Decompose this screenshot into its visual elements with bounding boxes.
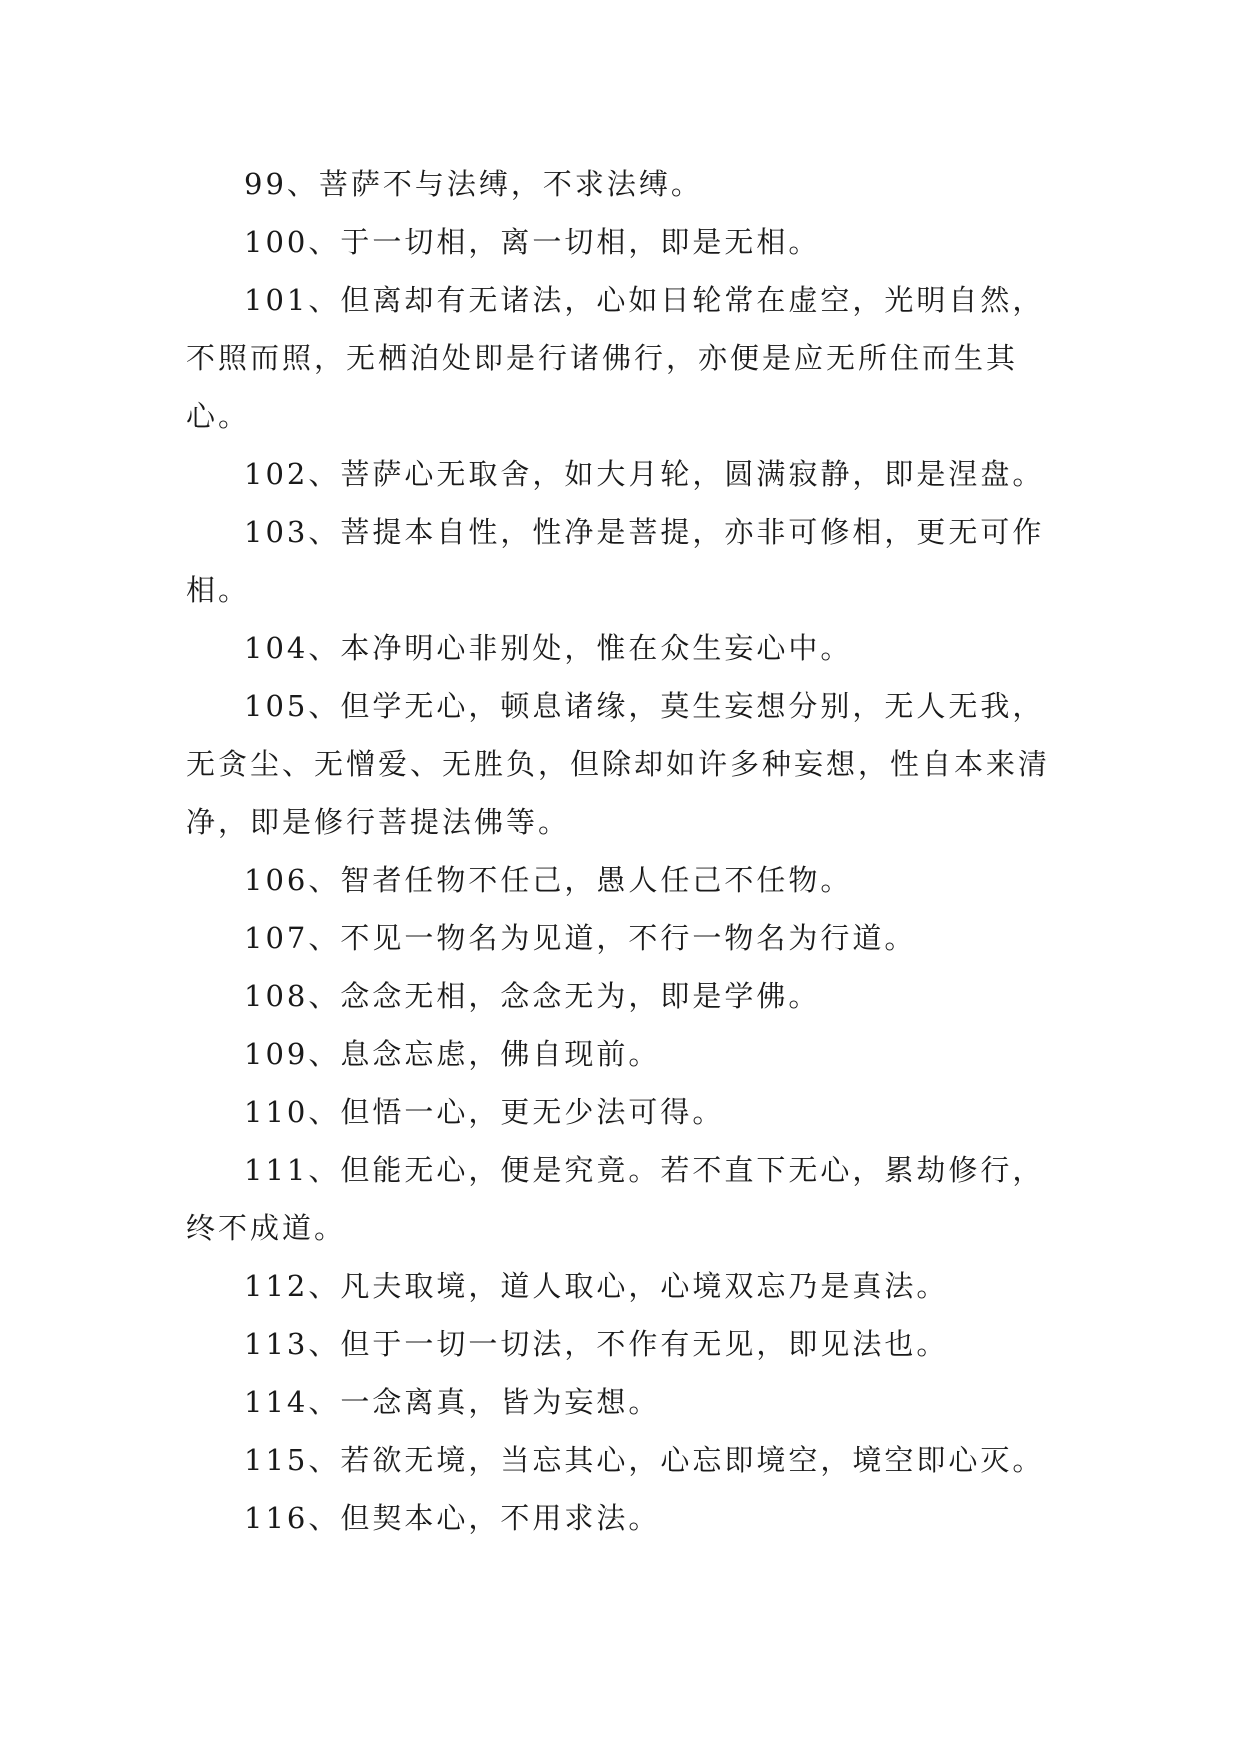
paragraph-112: 112、凡夫取境，道人取心，心境双忘乃是真法。 <box>244 1269 949 1303</box>
paragraph-113: 113、但于一切一切法，不作有无见，即见法也。 <box>244 1327 949 1361</box>
paragraph-104: 104、本净明心非别处，惟在众生妄心中。 <box>244 631 853 665</box>
paragraph-107: 107、不见一物名为见道，不行一物名为行道。 <box>244 921 917 955</box>
paragraph-111: 111、但能无心，便是究竟。若不直下无心，累劫修行，终不成道。 <box>186 1153 1045 1245</box>
paragraph-103: 103、菩提本自性，性净是菩提，亦非可修相，更无可作相。 <box>186 515 1045 607</box>
paragraph-101: 101、但离却有无诸法，心如日轮常在虚空，光明自然，不照而照，无栖泊处即是行诸佛行，亦便是应无所住而生其心。 <box>186 283 1045 433</box>
paragraph-115: 115、若欲无境，当忘其心，心忘即境空，境空即心灭。 <box>244 1443 1045 1477</box>
paragraph-110: 110、但悟一心，更无少法可得。 <box>244 1095 725 1129</box>
paragraph-114: 114、一念离真，皆为妄想。 <box>244 1385 661 1419</box>
paragraph-99: 99、菩萨不与法缚，不求法缚。 <box>244 167 703 201</box>
paragraph-100: 100、于一切相，离一切相，即是无相。 <box>244 225 821 259</box>
paragraph-102: 102、菩萨心无取舍，如大月轮，圆满寂静，即是涅盘。 <box>244 457 1045 491</box>
paragraph-109: 109、息念忘虑，佛自现前。 <box>244 1037 661 1071</box>
paragraph-116: 116、但契本心，不用求法。 <box>244 1501 661 1535</box>
paragraph-105: 105、但学无心，顿息诸缘，莫生妄想分别，无人无我，无贪尘、无憎爱、无胜负，但除却如许多种妄想，性自本来清净，即是修行菩提法佛等。 <box>186 689 1051 839</box>
paragraph-106: 106、智者任物不任己，愚人任己不任物。 <box>244 863 853 897</box>
document-body <box>186 155 1070 1547</box>
paragraph-108: 108、念念无相，念念无为，即是学佛。 <box>244 979 821 1013</box>
